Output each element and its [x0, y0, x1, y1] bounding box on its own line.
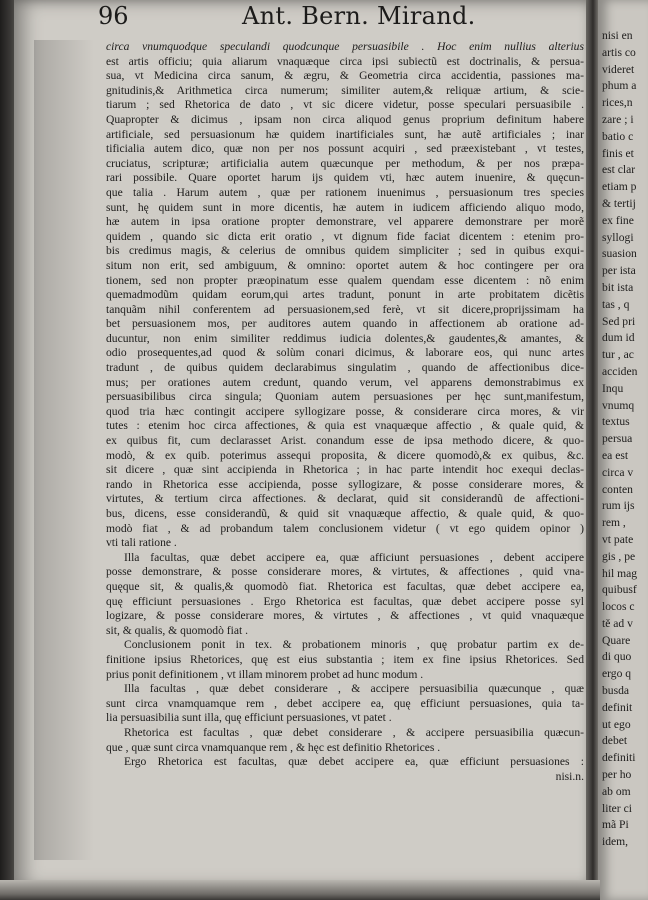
text-line: Rhetorica est facultas , quæ debet considerare , & accipere persuasibilia quæcun- [124, 725, 584, 739]
text-line: bus, dicens, esse considerandũ, & quid sit vnaquæque affectio, & quale quid, & quo- [106, 507, 584, 520]
text-line: sunt circa vnamquamque rem , debet accipere ea, quę efficiunt persuasiones, quia ta- [106, 696, 584, 710]
text-line: gnitudinis,& Arithmetica circa numerum; similiter autem,& reliquæ artium, & scie- [106, 83, 584, 97]
text-line: tanquãm nihil conferentem ad persuasionem,sed ferè, vt sit dicere,proprijssimam ha [106, 302, 584, 316]
text-line: rando in Rhetorica esse accipienda, posse syllogizare, & posse considerare mores, & [106, 477, 584, 491]
text-line: rari possibile. Quare oportet harum ijs quidem vti, hæc autem inuenire, & quęcun- [106, 171, 584, 185]
facing-text-fragment: di quo [602, 650, 632, 664]
facing-text-fragment: liter ci [602, 801, 632, 815]
facing-text-fragment: acciden [602, 364, 638, 378]
text-line: quemadmodũm quidam eorum,qui artes tradunt, ponunt in arte probitatem dicẽtis [106, 288, 584, 302]
text-line: modò fiat , & ad probandum talem conclusionem videtur ( vt ego quidem opinor ) [106, 521, 584, 535]
text-line: bet persuasionem mos, per auditores autem quando in affectionem ab oratione ad- [106, 317, 584, 331]
text-line: sua, vt Medicina circa sanum, & ægru, & Geometria circa accidentia, passiones ma- [106, 69, 584, 83]
text-line: sit, & qualis, & quomodò fiat . [106, 623, 249, 637]
facing-text-fragment: per ho [602, 768, 632, 782]
text-line: tificialia autem dico, quæ non per nos possunt acquiri , sed præexistebant , vt testes, [106, 142, 584, 156]
text-line: que talia . Harum autem , quæ per rationem inuenimus , persuasionum tres species [106, 185, 584, 199]
running-head: Ant. Bern. Mirand. [242, 2, 476, 30]
facing-text-fragment: etiam p [602, 180, 637, 194]
facing-text-fragment: persua [602, 432, 633, 446]
facing-text-fragment: tas , q [602, 297, 630, 311]
text-line: cruciatus, scripturæ; artificialia autem quæcunque per methodum, & per nos præpa- [106, 156, 584, 170]
text-line: nisi.n. [555, 769, 584, 783]
facing-text-fragment: rum ijs [602, 499, 635, 513]
facing-text-fragment: Inqu [602, 381, 624, 395]
facing-text-fragment: ab om [602, 784, 631, 798]
text-line: finitione ipsius Rhetorices, quę est eius substantia ; item ex fine ipsius Rhetorices. Sed [106, 652, 584, 666]
facing-text-fragment: est clar [602, 163, 636, 177]
facing-page-text [602, 28, 648, 851]
text-line: Illa facultas , quæ debet considerare , & accipere persuasibilia quæcunque , quæ [124, 682, 584, 696]
facing-text-fragment: ut ego [602, 717, 631, 731]
text-line: tradunt , de quibus quidem declarabimus singulatim , quando de affectionibus dice- [106, 361, 584, 375]
facing-text-fragment: busda [602, 684, 630, 698]
facing-text-fragment: phum a [602, 79, 637, 93]
facing-text-fragment: tě ad v [602, 616, 633, 630]
text-line: mus; per orationes autem credunt, quando verum, vel apparens demonstrabimus ex [106, 375, 584, 389]
text-line: Illa facultas, quæ debet accipere ea, quæ afficiunt persuasiones , debent accipere [124, 550, 584, 564]
facing-text-fragment: hil mag [602, 566, 638, 580]
left-page [14, 0, 592, 888]
text-line: quod tria hæc contingit accipere syllogizare posse, & considerare circa mores, & vir [106, 404, 584, 418]
text-line: logizare, & posse considerare mores, & virtutes , & affectiones , vt quid vnaquæque [106, 609, 584, 623]
text-line: quidem , quando sic dicta erit oratio , vt dignum fide faciat dicentem : etenim pro- [106, 229, 584, 243]
text-line: modò, & ex quib. poterimus assequi proposita, & dicere quomodò,& ex quibus, &c. [106, 448, 584, 462]
facing-text-fragment: definiti [602, 751, 636, 765]
facing-text-fragment: Quare [602, 633, 631, 647]
facing-text-fragment: finis et [602, 146, 634, 160]
text-line: ducuntur, non enim similiter reddimus iudicia dolentes,& gaudentes,& amantes, & [106, 331, 584, 345]
text-line: tionem, sed non propter præopinatum esse qualem quendam esse dicentem : nõ enim [106, 273, 584, 287]
text-line: situm non erit, sed ambiguum, & omnino: oportet autem & hoc contingere per ora [106, 258, 584, 272]
facing-text-fragment: conten [602, 482, 633, 496]
facing-text-fragment: ex fine [602, 213, 634, 227]
facing-text-fragment: dum id [602, 331, 635, 345]
text-line: tiarum ; sed Rhetorica de dato , vt sic dicere videtur, posse speculari persuasibile . [106, 98, 584, 112]
text-line: posse demonstrare, & posse considerare mores, & virtutes, & affectiones , quid vna- [106, 565, 584, 579]
facing-text-fragment: textus [602, 415, 630, 429]
text-line: prius ponit definitionem , vt illam minorem probet ad hunc modum . [106, 667, 424, 681]
facing-text-fragment: & tertij [602, 196, 636, 210]
facing-text-fragment: batio c [602, 129, 634, 143]
facing-text-fragment: videret [602, 62, 635, 76]
facing-text-fragment: zare ; i [602, 112, 634, 126]
facing-text-fragment: quibusf [602, 583, 637, 597]
facing-page [598, 0, 648, 900]
facing-text-fragment: idem, [602, 835, 629, 849]
text-line: circa vnumquodque speculandi quodcunque persuasibile . Hoc enim nullius alterius [106, 40, 584, 53]
text-line: Conclusionem ponit in tex. & probationem minoris , quę probatur partim ex de- [124, 638, 584, 652]
page-number: 96 [98, 2, 129, 30]
facing-text-fragment: nisi en [602, 29, 633, 42]
text-line: bis credimus magis, & celerius de omnibus quidem simpliciter ; sed in quibus exqui- [106, 244, 584, 258]
facing-text-fragment: mã Pi [602, 818, 629, 832]
text-line: hæ autem in ipsa oratione propter demonstrare, vel apparere demonstrare per morẽ [106, 215, 584, 229]
facing-text-fragment: artis co [602, 45, 636, 59]
text-line: quę efficiunt persuasiones . Ergo Rhetorica est facultas, quæ debet accipere posse syl [106, 594, 584, 608]
facing-text-fragment: debet [602, 734, 628, 748]
facing-text-fragment: tur , ac [602, 348, 634, 362]
text-line: persuasibilibus circa singula; Quoniam autem persuasiones per hęc sunt,manifestum, [106, 390, 584, 404]
text-line: Quapropter & dicimus , ipsam non circa aliquod genus proprium definitum habere [106, 112, 584, 126]
facing-text-fragment: suasion [602, 247, 637, 261]
facing-text-fragment: Sed pri [602, 314, 636, 328]
text-line: odio prosequentes,ad quod & solùm conari dicimus, & laborare eos, qui nunc artes [106, 346, 584, 360]
text-line: ex quibus fit, cum declarasset Arist. conandum esse de ipsa methodo dicere, & quo- [106, 434, 584, 448]
text-line: virtutes, & tertium circa affectiones. & declarat, quid sit considerandũ de affectioni- [106, 492, 584, 506]
facing-text-fragment: definit [602, 700, 633, 714]
text-line: quęque sit, & qualis,& quomodò fiat. Rhetorica est facultas, quæ debet accipere ea, [106, 579, 584, 593]
facing-text-fragment: rices,n [602, 96, 633, 110]
text-line: vti tali ratione . [106, 536, 177, 550]
text-line: tutes : etenim hoc circa affectiones, & quia est vnaquæque affectio , & quale quid, & [106, 419, 584, 433]
text-line: Ergo Rhetorica est facultas, quæ debet accipere ea, quæ efficiunt persuasiones : [124, 755, 584, 769]
facing-text-fragment: ea est [602, 448, 629, 462]
facing-text-fragment: syllogi [602, 230, 634, 244]
facing-text-fragment: circa v [602, 465, 634, 479]
text-line: lia persuasibilia sunt illa, quę efficiunt persuasiones, vt patet . [106, 711, 392, 725]
facing-text-fragment: ergo q [602, 667, 632, 681]
text-line: artificiale, sed persuasionum hæ quidem inartificiales sunt, hæ autẽ artificiales ; inar [106, 127, 584, 141]
facing-text-fragment: vt pate [602, 532, 634, 546]
facing-text-fragment: vnumq [602, 398, 635, 412]
text-line: que , quæ sunt circa vnamquanque rem , & hęc est definitio Rhetorices . [106, 740, 441, 754]
page-gutter-shadow [34, 40, 94, 860]
text-line: est artis officiu; quia aliarum vnaquæque circa ipsi subiectũ est doctrinalis, & persua- [106, 54, 584, 68]
facing-text-fragment: per ista [602, 264, 636, 278]
page-header [64, 2, 584, 36]
text-line: sit dicere , quæ sint accipienda in Rhetorica ; in hac parte intendit hoc exequi declas- [106, 463, 584, 477]
main-text-block [106, 40, 584, 784]
facing-text-fragment: bit ista [602, 280, 634, 294]
text-line: sunt, hę quidem sunt in more dicentis, hæ autem in iudicem afficiendo aliquo modo, [106, 200, 584, 214]
facing-text-fragment: locos c [602, 600, 635, 614]
facing-text-fragment: rem , [602, 516, 626, 530]
facing-text-fragment: gis , pe [602, 549, 636, 563]
page-bottom-edge [0, 880, 600, 900]
